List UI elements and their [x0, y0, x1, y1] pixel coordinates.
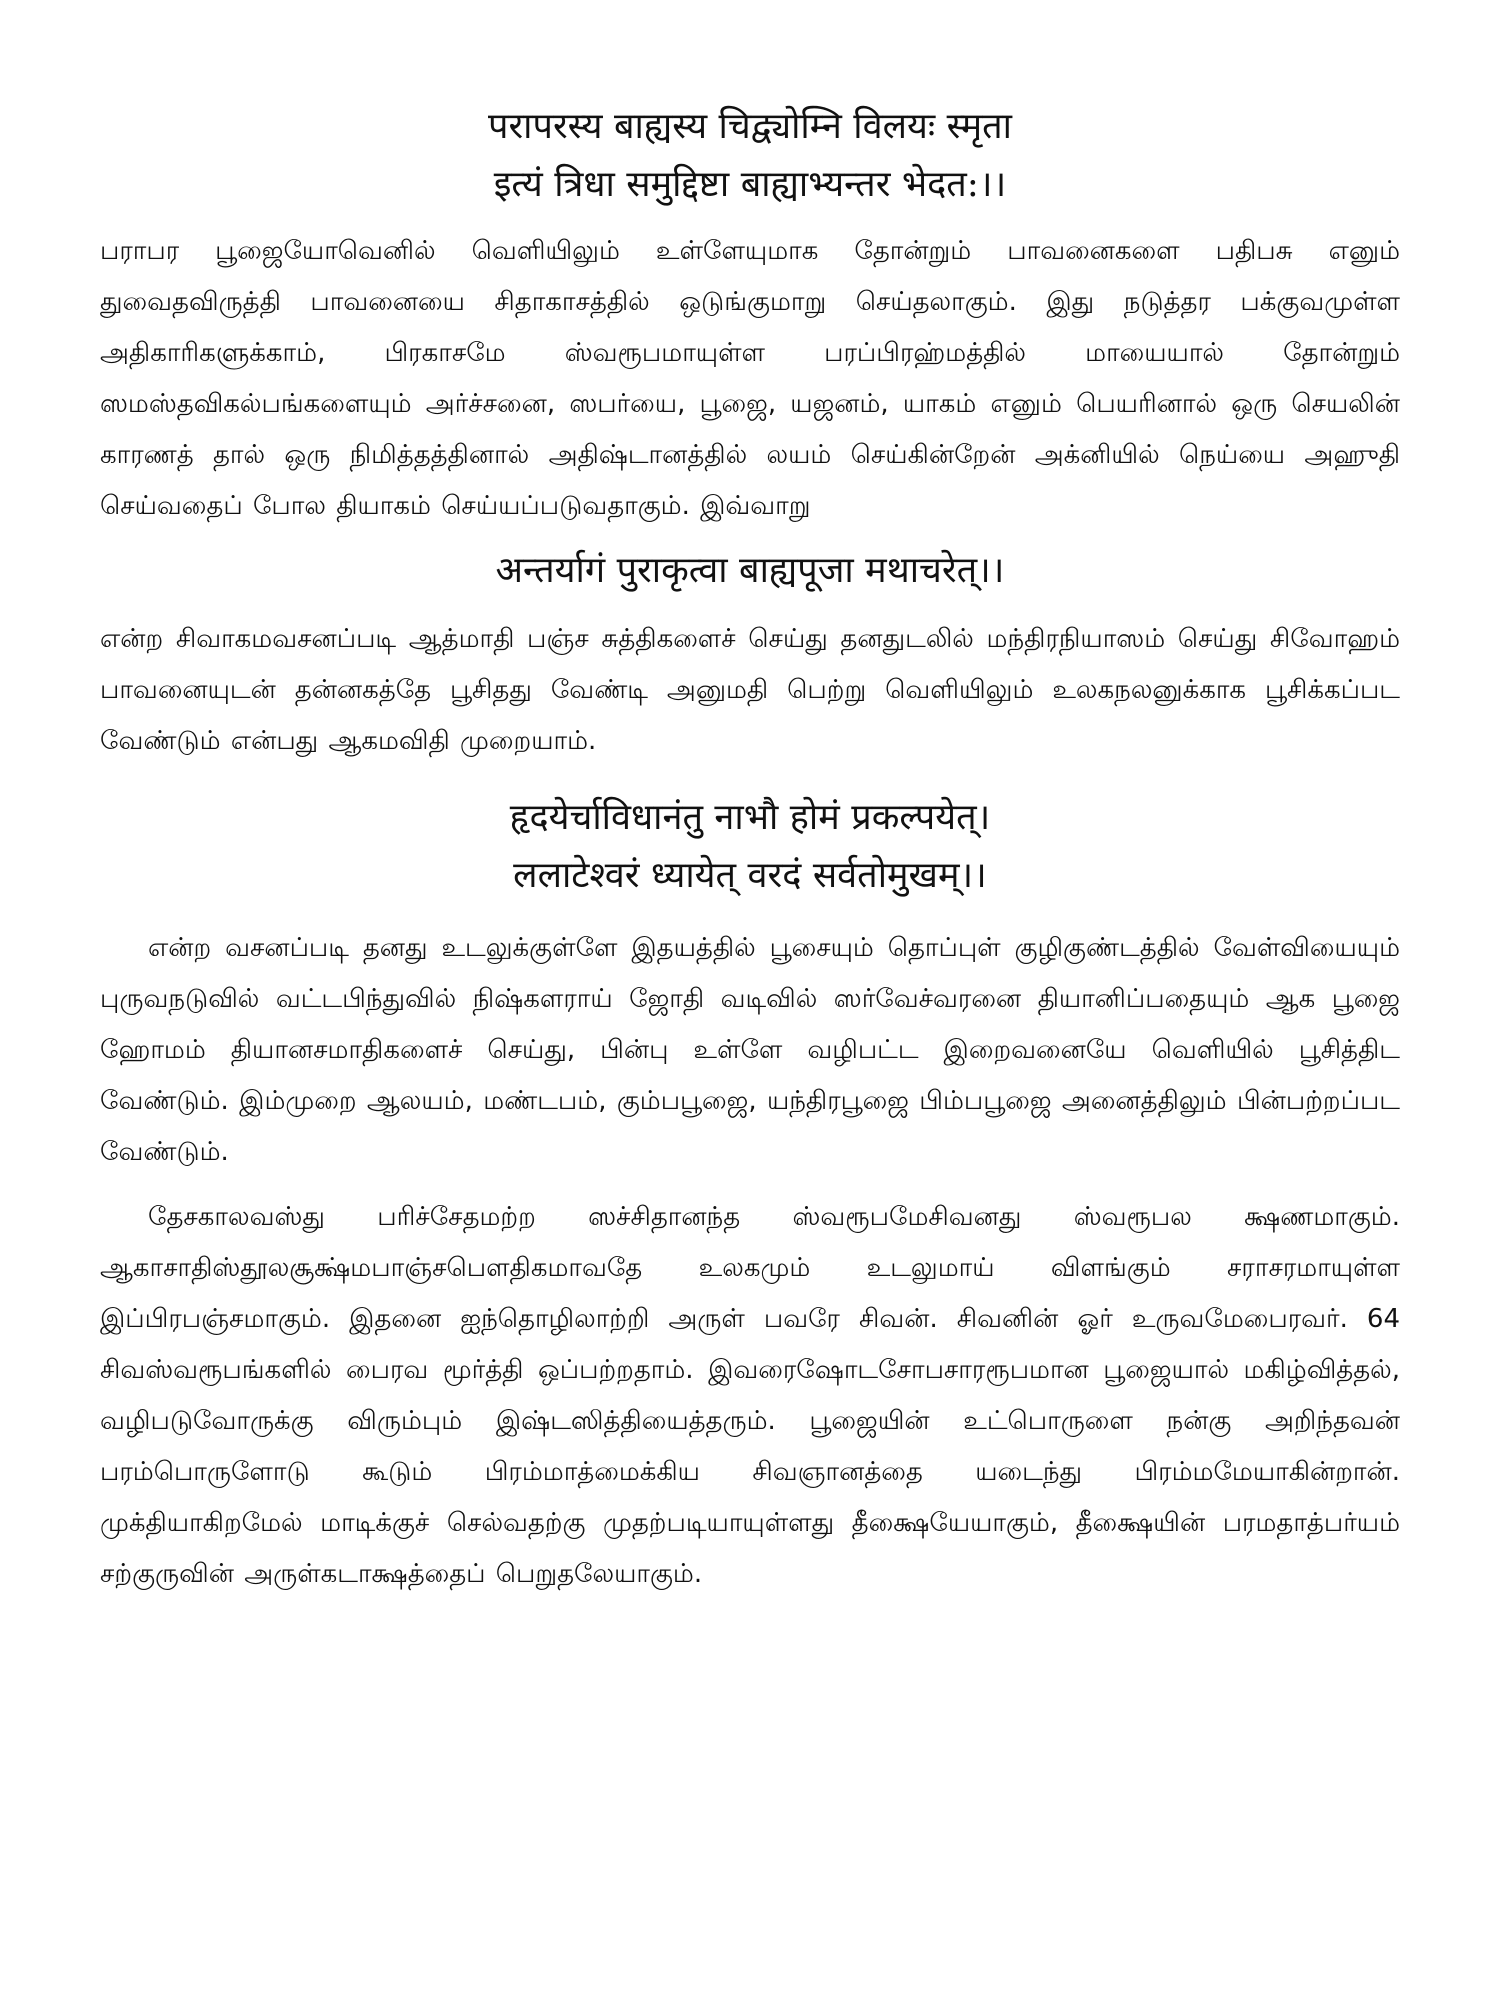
- sanskrit-verse-3: [100, 789, 1400, 905]
- sanskrit-verse-1: [100, 98, 1400, 214]
- tamil-paragraph-2: என்ற சிவாகமவசனப்படி ஆத்மாதி பஞ்ச சுத்திகளைச் செய்து தனதுடலில் மந்திரநியாஸம் செய்து சிவோஹம் பாவனையுடன் தன்னகத்தே பூசிதது வேண்டி அனுமதி பெற்று வெளியிலும் உலகநலனுக்காக பூசிக்கப்பட வேண்டும் என்பது ஆகமவிதி முறையாம்.: [100, 624, 1400, 756]
- verse-1-line-2: इत्यं त्रिधा समुद्दिष्टा बाह्याभ्यन्तर भेदत:।।: [493, 164, 1007, 205]
- verse-2-line-1: अन्तर्यागं पुराकृत्वा बाह्यपूजा मथाचरेत्।।: [495, 550, 1005, 591]
- tamil-paragraph-4: தேசகாலவஸ்து பரிச்சேதமற்ற ஸச்சிதானந்த ஸ்வரூபமேசிவனது ஸ்வரூபல க்ஷணமாகும். ஆகாசாதிஸ்தூலசூக்ஷ்மபாஞ்சபௌதிகமாவதே உலகமும் உடலுமாய் விளங்கும் சராசரமாயுள்ள இப்பிரபஞ்சமாகும். இதனை ஐந்தொழிலாற்றி அருள் பவரே சிவன். சிவனின் ஓர் உருவமேபைரவர். 64 சிவஸ்வரூபங்களில் பைரவ மூர்த்தி ஒப்பற்றதாம். இவரைஷோடசோபசாரரூபமான பூஜையால் மகிழ்வித்தல், வழிபடுவோருக்கு விரும்பும் இஷ்டஸித்தியைத்தரும். பூஜையின் உட்பொருளை நன்கு அறிந்தவன் பரம்பொருளோடு கூடும் பிரம்மாத்மைக்கிய சிவஞானத்தை யடைந்து பிரம்மமேயாகின்றான். முக்தியாகிறமேல் மாடிக்குச் செல்வதற்கு முதற்படியாயுள்ளது தீக்ஷையேயாகும், தீக்ஷையின் பரமதாத்பர்யம் சற்குருவின் அருள்கடாக்ஷத்தைப் பெறுதலேயாகும்.: [100, 1202, 1400, 1589]
- tamil-paragraph-1: பராபர பூஜையோவெனில் வெளியிலும் உள்ளேயுமாக தோன்றும் பாவனைகளை பதிபசு எனும் துவைதவிருத்தி பாவனையை சிதாகாசத்தில் ஒடுங்குமாறு செய்தலாகும். இது நடுத்தர பக்குவமுள்ள அதிகாரிகளுக்காம், பிரகாசமே ஸ்வரூபமாயுள்ள பரப்பிரஹ்மத்தில் மாயையால் தோன்றும் ஸமஸ்தவிகல்பங்களையும் அர்ச்சனை, ஸபர்யை, பூஜை, யஜனம், யாகம் எனும் பெயரினால் ஒரு செயலின் காரணத் தால் ஒரு நிமித்தத்தினால் அதிஷ்டானத்தில் லயம் செய்கின்றேன் அக்னியில் நெய்யை அஹுதி செய்வதைப் போல தியாகம் செய்யப்படுவதாகும். இவ்வாறு: [100, 236, 1400, 521]
- verse-3-line-2: ललाटेश्वरं ध्यायेत् वरदं सर्वतोमुखम्।।: [513, 855, 987, 896]
- verse-1-line-1: परापरस्य बाह्यस्य चिद्व्योम्नि विलयः स्मृता: [488, 106, 1012, 147]
- document-page: [100, 88, 1400, 1968]
- sanskrit-verse-2: [100, 542, 1400, 600]
- tamil-paragraph-3: என்ற வசனப்படி தனது உடலுக்குள்ளே இதயத்தில் பூசையும் தொப்புள் குழிகுண்டத்தில் வேள்வியையும் புருவநடுவில் வட்டபிந்துவில் நிஷ்களராய் ஜோதி வடிவில் ஸர்வேச்வரனை தியானிப்பதையும் ஆக பூஜை ஹோமம் தியானசமாதிகளைச் செய்து, பின்பு உள்ளே வழிபட்ட இறைவனையே வெளியில் பூசித்திட வேண்டும். இம்முறை ஆலயம், மண்டபம், கும்பபூஜை, யந்திரபூஜை பிம்பபூஜை அனைத்திலும் பின்பற்றப்பட வேண்டும்.: [100, 933, 1400, 1167]
- verse-3-line-1: हृदयेर्चाविधानंतु नाभौ होमं प्रकल्पयेत्।: [509, 797, 991, 838]
